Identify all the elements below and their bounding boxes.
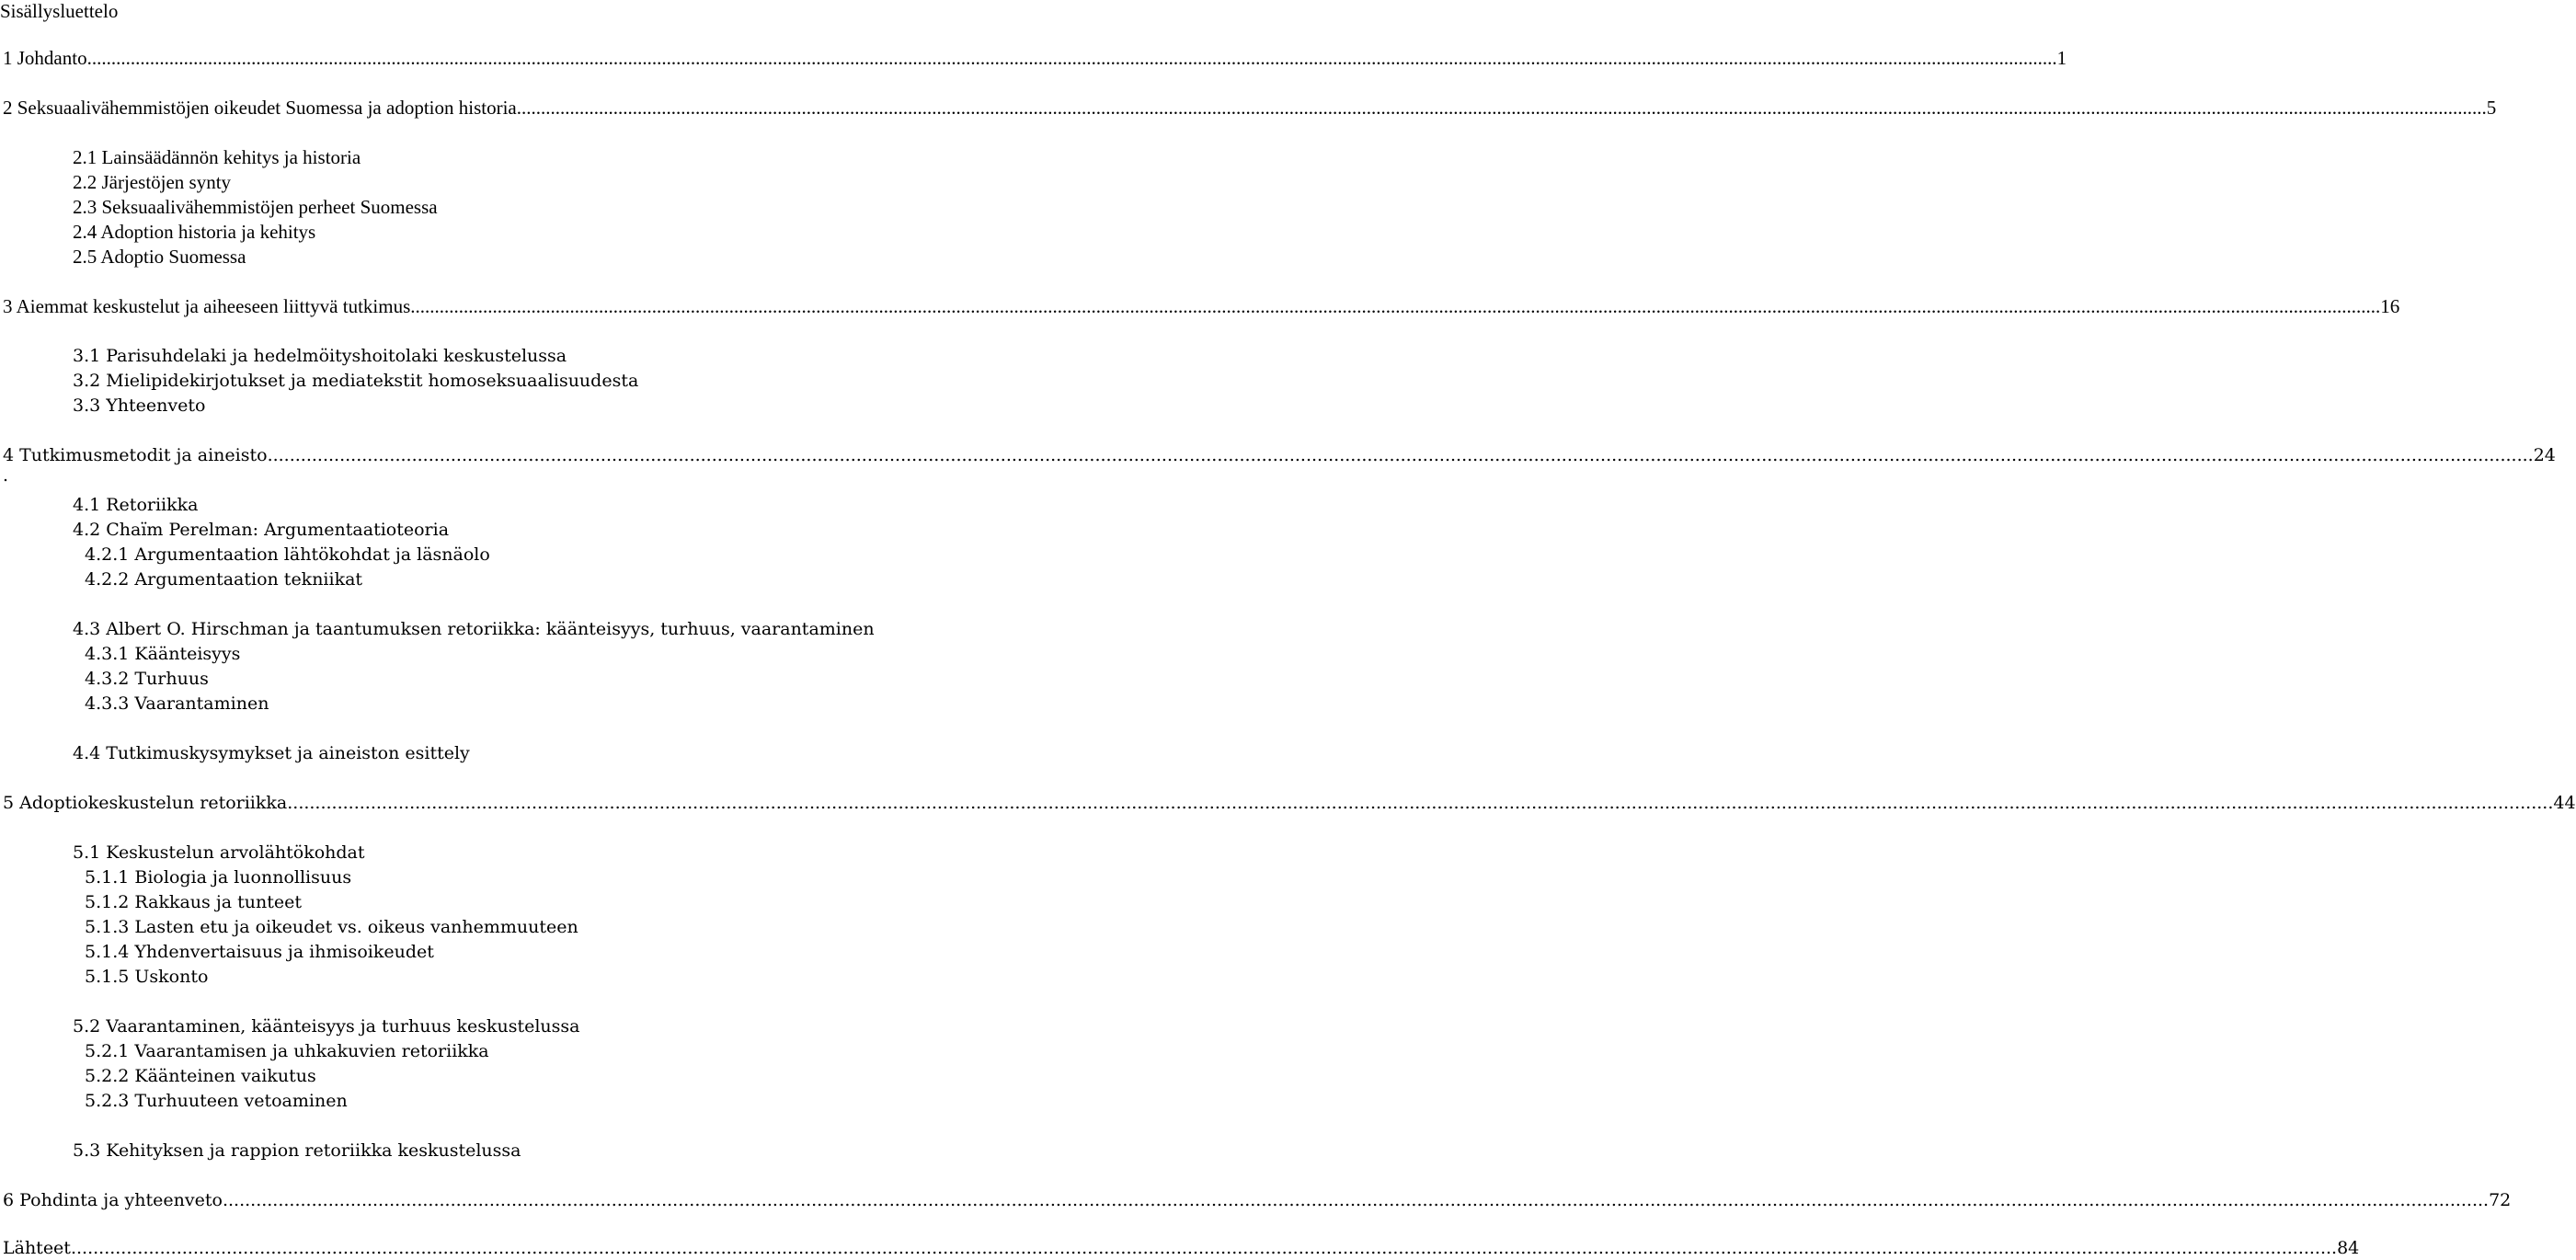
toc-entry-label: 3 Aiemmat keskustelut ja aiheeseen liittyvä tutkimus xyxy=(3,295,411,317)
toc-entry[interactable] xyxy=(3,1237,2360,1259)
toc-entry-label: 6 Pohdinta ja yhteenveto xyxy=(3,1190,223,1210)
toc-entry-leader: ........................................................................................................................................................................................................................................................................................................................................................................................................................ xyxy=(267,445,2534,465)
toc-entry[interactable] xyxy=(3,295,2400,317)
toc-entry-page: 44 xyxy=(2553,793,2576,813)
toc-entry-leader: ........................................................................................................................................................................................................................................................................................................................................................................................................................ xyxy=(222,1190,2490,1210)
toc-entry-label: 2 Seksuaalivähemmistöjen oikeudet Suomessa ja adoption historia xyxy=(3,97,517,119)
toc-subsubentry[interactable]: 4.3.3 Vaarantaminen xyxy=(85,693,269,714)
toc-subentry[interactable]: 2.2 Järjestöjen synty xyxy=(73,171,232,193)
toc-subentry[interactable]: 5.3 Kehityksen ja rappion retoriikka keskustelussa xyxy=(73,1140,521,1161)
toc-subentry[interactable]: 3.1 Parisuhdelaki ja hedelmöityshoitolaki keskustelussa xyxy=(73,346,567,366)
toc-subentry[interactable]: 3.3 Yhteenveto xyxy=(73,395,206,416)
toc-subentry[interactable]: 4.4 Tutkimuskysymykset ja aineiston esittely xyxy=(73,743,470,763)
toc-subsubentry[interactable]: 4.3.1 Käänteisyys xyxy=(85,644,241,664)
toc-subentry[interactable]: 4.3 Albert O. Hirschman ja taantumuksen retoriikka: käänteisyys, turhuus, vaarantaminen xyxy=(73,619,875,639)
toc-subsubentry[interactable]: 5.1.2 Rakkaus ja tunteet xyxy=(85,892,302,912)
toc-subentry[interactable]: 4.2 Chaïm Perelman: Argumentaatioteoria xyxy=(73,520,450,540)
toc-entry[interactable] xyxy=(3,1189,2512,1211)
toc-entry-page: 24 xyxy=(2533,445,2556,465)
toc-subsubentry[interactable]: 5.1.3 Lasten etu ja oikeudet vs. oikeus vanhemmuuteen xyxy=(85,917,578,937)
toc-subentry[interactable]: 2.3 Seksuaalivähemmistöjen perheet Suomessa xyxy=(73,196,438,218)
toc-entry-page: 5 xyxy=(2486,97,2497,119)
toc-subsubentry[interactable]: 5.2.2 Käänteinen vaikutus xyxy=(85,1066,316,1086)
toc-subentry[interactable]: 2.4 Adoption historia ja kehitys xyxy=(73,221,316,243)
toc-entry-label: 1 Johdanto xyxy=(3,47,87,69)
toc-subsubentry[interactable]: 5.1.5 Uskonto xyxy=(85,967,209,987)
toc-entry-page: 72 xyxy=(2489,1190,2512,1210)
toc-subentry[interactable]: 5.2 Vaarantaminen, käänteisyys ja turhuus keskustelussa xyxy=(73,1016,580,1037)
toc-subentry[interactable]: 4.1 Retoriikka xyxy=(73,495,199,515)
toc-entry-label: 4 Tutkimusmetodit ja aineisto xyxy=(3,445,268,465)
toc-subentry[interactable]: 3.2 Mielipidekirjotukset ja mediatekstit homoseksuaalisuudesta xyxy=(73,371,639,391)
toc-entry[interactable] xyxy=(3,792,2576,814)
toc-subsubentry[interactable]: 4.2.2 Argumentaation tekniikat xyxy=(85,569,363,590)
toc-subsubentry[interactable]: 4.2.1 Argumentaation lähtökohdat ja läsnäolo xyxy=(85,544,490,565)
toc-subsubentry[interactable]: 5.1.1 Biologia ja luonnollisuus xyxy=(85,867,352,888)
toc-entry-page: 1 xyxy=(2056,47,2067,69)
toc-entry-leader: ........................................................................................................................................................................................................................................................................................................................................................................................................................ xyxy=(70,1238,2338,1258)
toc-subsubentry[interactable]: 5.2.1 Vaarantamisen ja uhkakuvien retoriikka xyxy=(85,1041,489,1061)
toc-subsubentry[interactable]: 4.3.2 Turhuus xyxy=(85,669,209,689)
toc-entry-label: Lähteet xyxy=(3,1238,71,1258)
toc-subentry[interactable]: 5.1 Keskustelun arvolähtökohdat xyxy=(73,842,365,863)
toc-entry-leader: ........................................................................................................................................................................................................................................................................................................................................................................................................................ xyxy=(86,47,2057,69)
toc-entry-leader: ........................................................................................................................................................................................................................................................................................................................................................................................................................ xyxy=(287,793,2554,813)
toc-title: Sisällysluettelo xyxy=(0,0,119,22)
toc-entry[interactable] xyxy=(3,47,2067,69)
toc-entry-leader: ........................................................................................................................................................................................................................................................................................................................................................................................................................ xyxy=(410,295,2381,317)
toc-entry-label: 5 Adoptiokeskustelun retoriikka xyxy=(3,793,288,813)
toc-entry[interactable] xyxy=(3,97,2497,119)
toc-entry-leader: ........................................................................................................................................................................................................................................................................................................................................................................................................................ xyxy=(516,97,2487,119)
toc-stray-dot: . xyxy=(3,465,9,486)
toc-subsubentry[interactable]: 5.1.4 Yhdenvertaisuus ja ihmisoikeudet xyxy=(85,942,434,962)
toc-subentry[interactable]: 2.1 Lainsäädännön kehitys ja historia xyxy=(73,146,361,168)
toc-subsubentry[interactable]: 5.2.3 Turhuuteen vetoaminen xyxy=(85,1091,348,1111)
toc-entry-page: 16 xyxy=(2380,295,2400,317)
toc-subentry[interactable]: 2.5 Adoptio Suomessa xyxy=(73,246,246,268)
toc-entry[interactable] xyxy=(3,444,2556,466)
toc-entry-page: 84 xyxy=(2337,1238,2360,1258)
